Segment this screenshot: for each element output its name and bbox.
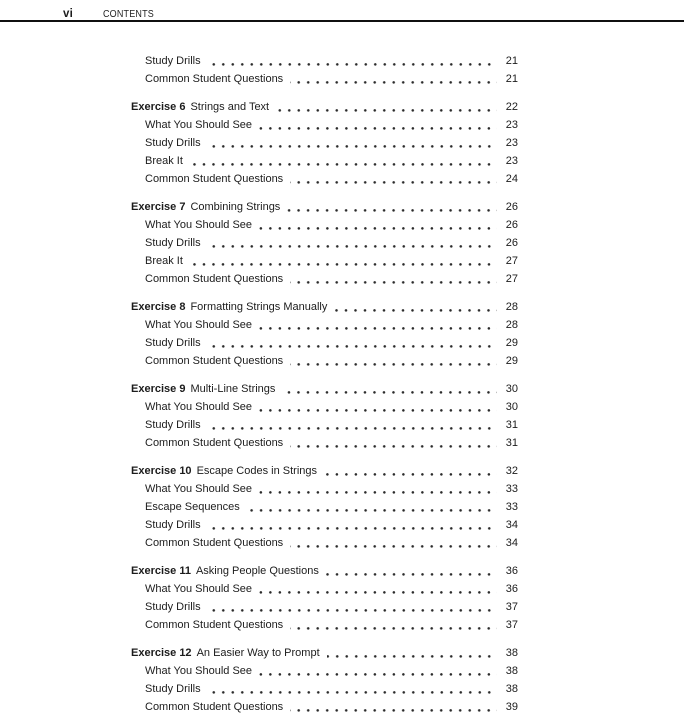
toc-page-number: 39 bbox=[505, 701, 518, 713]
toc-section bbox=[131, 462, 518, 552]
dot-leader bbox=[276, 109, 497, 112]
toc-exercise-entry bbox=[131, 644, 518, 662]
toc-entry-label bbox=[145, 352, 283, 370]
toc-page-number: 23 bbox=[505, 119, 518, 131]
toc-sub-entry bbox=[131, 234, 518, 252]
dot-leader bbox=[259, 227, 497, 230]
toc-entry-label bbox=[145, 252, 183, 270]
toc-entry-text: Common Student Questions bbox=[145, 619, 284, 631]
toc-page-number: 34 bbox=[505, 537, 518, 549]
toc-sub-entry bbox=[131, 480, 518, 498]
toc-page-number: 28 bbox=[505, 301, 518, 313]
toc-page-number: 33 bbox=[505, 483, 518, 495]
dot-leader bbox=[208, 245, 497, 248]
toc-entry-label bbox=[145, 434, 283, 452]
toc-exercise-entry bbox=[131, 380, 518, 398]
toc-page-number: 32 bbox=[505, 465, 518, 477]
toc-entry-label bbox=[145, 398, 252, 416]
dot-leader bbox=[259, 127, 497, 130]
toc-entry-label bbox=[145, 416, 201, 434]
toc-entry-text: Break It bbox=[145, 155, 183, 167]
toc-entry-text: What You Should See bbox=[145, 583, 253, 595]
toc-sub-entry bbox=[131, 70, 518, 88]
toc-exercise-number: Exercise 8 bbox=[131, 301, 186, 313]
toc-page-number: 31 bbox=[505, 419, 518, 431]
toc-entry-text: What You Should See bbox=[145, 401, 253, 413]
toc-entry-label bbox=[145, 234, 201, 252]
toc-page-number: 29 bbox=[505, 337, 518, 349]
toc-entry-label bbox=[131, 198, 280, 216]
dot-leader bbox=[259, 591, 497, 594]
toc-page-number: 24 bbox=[505, 173, 518, 185]
toc-sub-entry bbox=[131, 534, 518, 552]
toc-sub-entry bbox=[131, 216, 518, 234]
dot-leader bbox=[259, 409, 497, 412]
toc-entry-label bbox=[145, 698, 283, 716]
dot-leader bbox=[290, 363, 497, 366]
toc-entry-label bbox=[145, 662, 252, 680]
toc-entry-label bbox=[145, 116, 252, 134]
toc-entry-text: What You Should See bbox=[145, 119, 253, 131]
toc-exercise-title: Escape Codes in Strings bbox=[196, 465, 318, 477]
toc-page-number: 37 bbox=[505, 601, 518, 613]
toc-exercise-entry bbox=[131, 98, 518, 116]
toc-entry-text: Study Drills bbox=[145, 419, 201, 431]
toc-entry-label bbox=[145, 170, 283, 188]
toc-page-number: 21 bbox=[505, 73, 518, 85]
toc-sub-entry bbox=[131, 116, 518, 134]
dot-leader bbox=[290, 445, 497, 448]
toc-sub-entry bbox=[131, 334, 518, 352]
toc-sub-entry bbox=[131, 698, 518, 716]
toc-entry-text: Study Drills bbox=[145, 683, 201, 695]
toc-entry-label bbox=[145, 680, 201, 698]
toc-entry-label bbox=[145, 534, 283, 552]
toc-exercise-number: Exercise 10 bbox=[131, 465, 192, 477]
toc-entry-text: Common Student Questions bbox=[145, 537, 284, 549]
toc-page-number: 26 bbox=[505, 219, 518, 231]
toc-sub-entry bbox=[131, 580, 518, 598]
toc-entry-text: Common Student Questions bbox=[145, 701, 284, 713]
toc-entry-text: Study Drills bbox=[145, 137, 201, 149]
toc-sub-entry bbox=[131, 352, 518, 370]
running-head-title: CONTENTS bbox=[103, 9, 155, 20]
toc-section bbox=[131, 380, 518, 452]
dot-leader bbox=[324, 473, 497, 476]
toc-page-number: 26 bbox=[505, 237, 518, 249]
toc-section bbox=[131, 198, 518, 288]
toc-page-number: 38 bbox=[505, 647, 518, 659]
toc-page-number: 36 bbox=[505, 565, 518, 577]
toc-entry-text: Study Drills bbox=[145, 519, 201, 531]
toc-page-number: 27 bbox=[505, 255, 518, 267]
toc-exercise-entry bbox=[131, 298, 518, 316]
toc-sub-entry bbox=[131, 598, 518, 616]
toc-page-number: 23 bbox=[505, 155, 518, 167]
dot-leader bbox=[290, 545, 497, 548]
toc-entry-text: Escape Sequences bbox=[145, 501, 240, 513]
toc-section bbox=[131, 562, 518, 634]
toc-sub-entry bbox=[131, 616, 518, 634]
dot-leader bbox=[208, 609, 497, 612]
toc-sub-entry bbox=[131, 152, 518, 170]
toc-sub-entry bbox=[131, 416, 518, 434]
toc-entry-label bbox=[145, 216, 252, 234]
toc-page-number: 37 bbox=[505, 619, 518, 631]
toc-entry-text: What You Should See bbox=[145, 219, 253, 231]
toc-exercise-number: Exercise 9 bbox=[131, 383, 186, 395]
toc-exercise-title: Combining Strings bbox=[190, 201, 281, 213]
dot-leader bbox=[290, 627, 497, 630]
toc-entry-label bbox=[145, 152, 183, 170]
toc-entry-label bbox=[131, 644, 320, 662]
toc-page-number: 33 bbox=[505, 501, 518, 513]
dot-leader bbox=[259, 491, 497, 494]
toc-entry-label bbox=[145, 134, 201, 152]
toc-entry-label bbox=[145, 498, 240, 516]
toc-section bbox=[131, 52, 518, 88]
toc-entry-text: What You Should See bbox=[145, 319, 253, 331]
toc-entry-text: Break It bbox=[145, 255, 183, 267]
toc-exercise-entry bbox=[131, 198, 518, 216]
toc-page-number: 38 bbox=[505, 683, 518, 695]
dot-leader bbox=[247, 509, 497, 512]
toc-entry-text: Study Drills bbox=[145, 601, 201, 613]
toc-entry-text: Common Student Questions bbox=[145, 355, 284, 367]
dot-leader bbox=[208, 427, 497, 430]
toc-entry-label bbox=[145, 616, 283, 634]
toc-exercise-entry bbox=[131, 462, 518, 480]
toc-entry-text: Common Student Questions bbox=[145, 173, 284, 185]
toc-sub-entry bbox=[131, 252, 518, 270]
dot-leader bbox=[290, 81, 497, 84]
toc-page-number: 31 bbox=[505, 437, 518, 449]
toc-entry-text: Common Student Questions bbox=[145, 273, 284, 285]
toc-section bbox=[131, 298, 518, 370]
toc-exercise-title: Asking People Questions bbox=[195, 565, 319, 577]
toc-entry-label bbox=[145, 316, 252, 334]
toc-page-number: 34 bbox=[505, 519, 518, 531]
toc-sub-entry bbox=[131, 434, 518, 452]
dot-leader bbox=[326, 573, 497, 576]
toc-page-number: 30 bbox=[505, 383, 518, 395]
toc-entry-label bbox=[145, 334, 201, 352]
toc-entry-label bbox=[145, 270, 283, 288]
dot-leader bbox=[282, 391, 497, 394]
toc-page-number: 30 bbox=[505, 401, 518, 413]
toc-entry-text: Study Drills bbox=[145, 55, 201, 67]
toc-entry-label bbox=[131, 298, 327, 316]
toc-entry-text: What You Should See bbox=[145, 665, 253, 677]
toc-exercise-number: Exercise 7 bbox=[131, 201, 186, 213]
dot-leader bbox=[290, 709, 497, 712]
toc-exercise-title: Formatting Strings Manually bbox=[190, 301, 328, 313]
dot-leader bbox=[208, 345, 497, 348]
toc-sub-entry bbox=[131, 134, 518, 152]
toc-page-number: 36 bbox=[505, 583, 518, 595]
dot-leader bbox=[259, 327, 497, 330]
toc-sub-entry bbox=[131, 52, 518, 70]
toc-entry-text: Study Drills bbox=[145, 337, 201, 349]
dot-leader bbox=[259, 673, 497, 676]
toc-sub-entry bbox=[131, 316, 518, 334]
toc-entry-text: Common Student Questions bbox=[145, 73, 284, 85]
toc-section bbox=[131, 644, 518, 716]
dot-leader bbox=[327, 655, 497, 658]
toc-entry-label bbox=[145, 52, 201, 70]
toc-exercise-title: Strings and Text bbox=[190, 101, 270, 113]
dot-leader bbox=[287, 209, 497, 212]
toc-exercise-number: Exercise 11 bbox=[131, 565, 191, 577]
toc-exercise-number: Exercise 12 bbox=[131, 647, 192, 659]
toc-sub-entry bbox=[131, 170, 518, 188]
dot-leader bbox=[190, 163, 497, 166]
toc-page-number: 22 bbox=[505, 101, 518, 113]
toc-entry-label bbox=[131, 562, 319, 580]
toc-entry-label bbox=[131, 462, 317, 480]
dot-leader bbox=[290, 181, 497, 184]
toc-sub-entry bbox=[131, 270, 518, 288]
toc-page-number: 29 bbox=[505, 355, 518, 367]
toc-entry-text: Common Student Questions bbox=[145, 437, 284, 449]
table-of-contents bbox=[131, 52, 518, 716]
toc-entry-label bbox=[145, 70, 283, 88]
toc-exercise-entry bbox=[131, 562, 518, 580]
toc-entry-text: What You Should See bbox=[145, 483, 253, 495]
toc-entry-label bbox=[145, 516, 201, 534]
dot-leader bbox=[208, 63, 497, 66]
dot-leader bbox=[334, 309, 497, 312]
toc-sub-entry bbox=[131, 498, 518, 516]
toc-sub-entry bbox=[131, 680, 518, 698]
toc-entry-label bbox=[131, 98, 269, 116]
dot-leader bbox=[208, 527, 497, 530]
toc-entry-label bbox=[145, 480, 252, 498]
toc-page-number: 28 bbox=[505, 319, 518, 331]
folio-page-number: vi bbox=[63, 8, 73, 20]
toc-sub-entry bbox=[131, 398, 518, 416]
toc-page-number: 23 bbox=[505, 137, 518, 149]
toc-page-number: 27 bbox=[505, 273, 518, 285]
toc-page-number: 21 bbox=[505, 55, 518, 67]
toc-page-number: 38 bbox=[505, 665, 518, 677]
header-rule bbox=[0, 20, 684, 22]
toc-entry-label bbox=[145, 580, 252, 598]
toc-exercise-title: An Easier Way to Prompt bbox=[196, 647, 320, 659]
toc-entry-label bbox=[131, 380, 275, 398]
toc-exercise-title: Multi-Line Strings bbox=[190, 383, 276, 395]
toc-section bbox=[131, 98, 518, 188]
toc-sub-entry bbox=[131, 662, 518, 680]
dot-leader bbox=[190, 263, 497, 266]
toc-page-number: 26 bbox=[505, 201, 518, 213]
toc-sub-entry bbox=[131, 516, 518, 534]
toc-exercise-number: Exercise 6 bbox=[131, 101, 186, 113]
dot-leader bbox=[208, 691, 497, 694]
toc-entry-label bbox=[145, 598, 201, 616]
dot-leader bbox=[208, 145, 497, 148]
toc-entry-text: Study Drills bbox=[145, 237, 201, 249]
dot-leader bbox=[290, 281, 497, 284]
